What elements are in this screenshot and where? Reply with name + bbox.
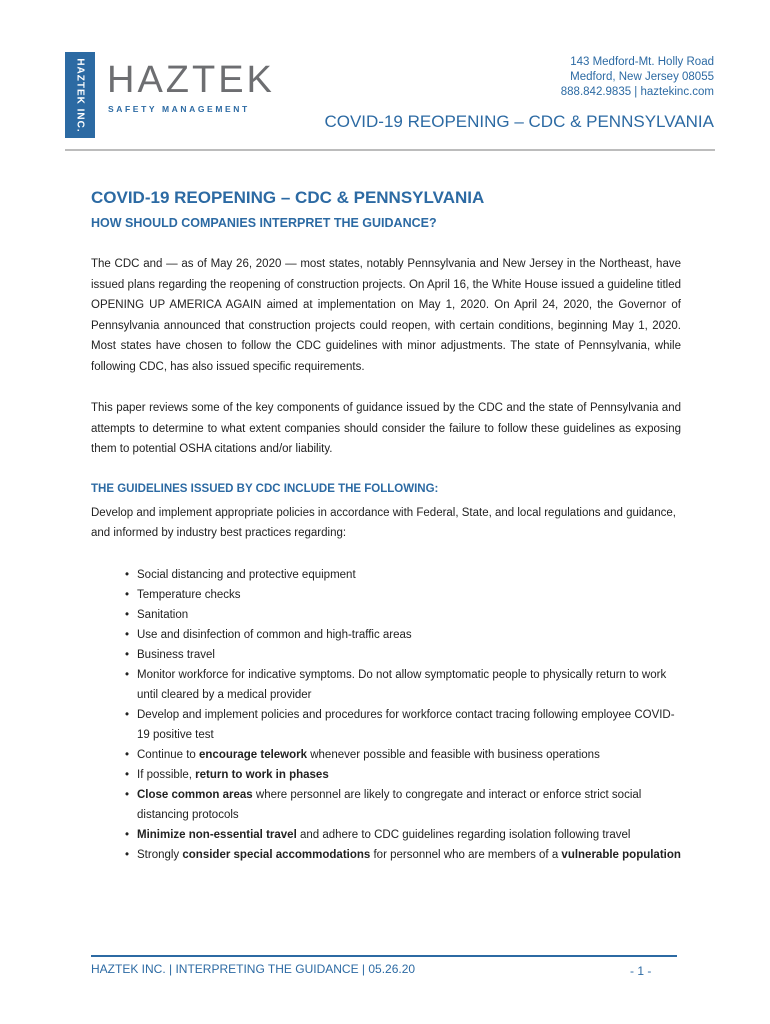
list-item: • Continue to encourage telework whenever possible and feasible with business operations (125, 745, 681, 765)
list-item: • Monitor workforce for indicative symptoms. Do not allow symptomatic people to physically return to work until cleared by a medical provider (125, 665, 681, 705)
logo-tagline: SAFETY MANAGEMENT (108, 104, 250, 114)
list-item: • Close common areas where personnel are likely to congregate and interact or enforce strict social distancing protocols (125, 785, 681, 825)
emphasis: Close common areas (137, 788, 253, 801)
header-title: COVID-19 REOPENING – CDC & PENNSYLVANIA (324, 112, 714, 131)
main-content (91, 186, 681, 865)
emphasis: Minimize non-essential travel (137, 828, 297, 841)
document-subtitle: HOW SHOULD COMPANIES INTERPRET THE GUIDANCE? (91, 216, 437, 230)
emphasis: return to work in phases (195, 768, 329, 781)
list-item: • Use and disinfection of common and high-traffic areas (125, 625, 681, 645)
address-contact: 888.842.9835 | haztekinc.com (560, 86, 714, 98)
scope-paragraph: This paper reviews some of the key components of guidance issued by the CDC and the state of Pennsylvania and attempts to determine to what extent companies should consider the failure to follow these guidelines as exposing them to potential OSHA citations and/or liability. (91, 402, 681, 455)
document-title: COVID-19 REOPENING – CDC & PENNSYLVANIA (91, 188, 485, 207)
side-tab (65, 52, 95, 138)
list-item: • Sanitation (125, 605, 681, 625)
intro-paragraph: The CDC and — as of May 26, 2020 — most states, notably Pennsylvania and New Jersey in the Northeast, have issued plans regarding the reopening of construction projects. On April 16, the White House issued a guideline titled OPENING UP AMERICA AGAIN aimed at implementation on May 1, 2020. On April 24, 2020, the Governor of Pennsylvania announced that construction projects could reopen, with certain conditions, beginning May 1, 2020. Most states have chosen to follow the CDC guidelines with minor adjustments. The state of Pennsylvania, while following CDC, has also issued specific requirements. (91, 258, 681, 373)
list-item: • If possible, return to work in phases (125, 765, 681, 785)
side-tab-label: HAZTEK INC. (74, 57, 86, 133)
footer-text: HAZTEK INC. | INTERPRETING THE GUIDANCE | 05.26.20 (91, 962, 416, 976)
address-line: Medford, New Jersey 08055 (570, 71, 714, 83)
header-divider (65, 149, 715, 151)
guideline-list (91, 565, 681, 865)
emphasis: vulnerable population (561, 848, 681, 861)
section-heading: THE GUIDELINES ISSUED BY CDC INCLUDE THE FOLLOWING: (91, 482, 439, 495)
company-logo: HAZTEK (107, 59, 275, 101)
footer-divider (91, 955, 677, 957)
list-item: • Develop and implement policies and procedures for workforce contact tracing following employee COVID-19 positive test (125, 705, 681, 745)
list-item: • Strongly consider special accommodations for personnel who are members of a vulnerable population (125, 845, 681, 865)
company-address (561, 55, 714, 100)
list-item: • Minimize non-essential travel and adhere to CDC guidelines regarding isolation following travel (125, 825, 681, 845)
address-line: 143 Medford-Mt. Holly Road (570, 56, 714, 68)
policy-paragraph: Develop and implement appropriate policies in accordance with Federal, State, and local regulations and guidance, and informed by industry best practices regarding: (91, 506, 676, 539)
emphasis: consider special accommodations (182, 848, 371, 861)
list-item: • Business travel (125, 645, 681, 665)
list-item: • Social distancing and protective equipment (125, 565, 681, 585)
list-item: • Temperature checks (125, 585, 681, 605)
emphasis: encourage telework (199, 748, 308, 761)
page-number: - 1 - (630, 964, 652, 978)
